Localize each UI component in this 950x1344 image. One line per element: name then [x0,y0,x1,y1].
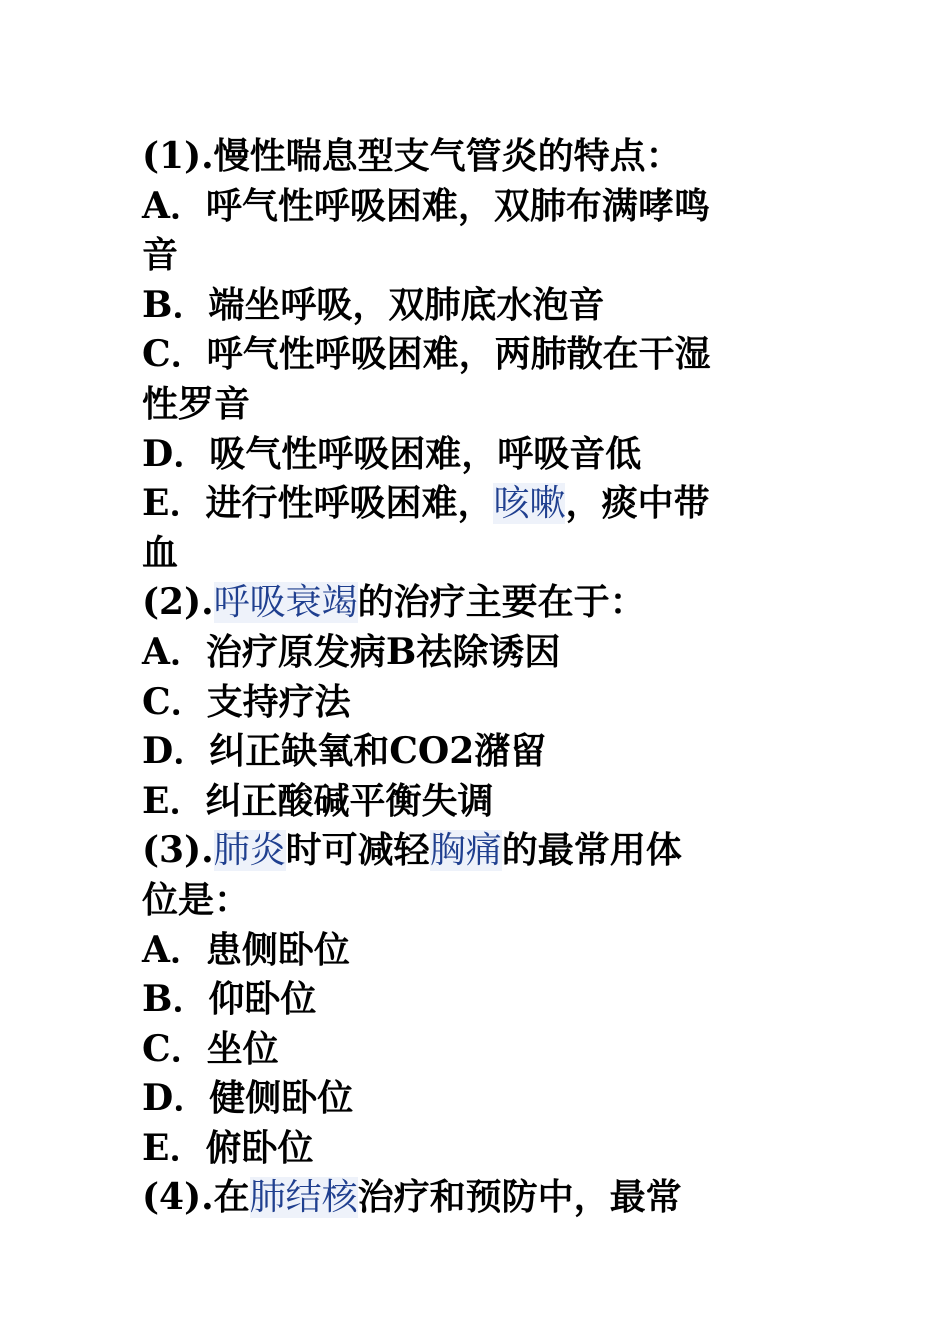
question-2-option-ab [142,628,812,678]
text-segment: 的最常用体 [501,829,682,872]
keyword-link[interactable]: 呼吸衰竭 [213,582,358,624]
text-segment: B．端坐呼吸，双肺底水泡音 [142,283,605,326]
text-segment: ，痰中带 [565,482,710,525]
text-segment: A．治疗原发病B祛除诱因 [142,630,561,673]
text-segment: A．呼气性呼吸困难，双肺布满哮鸣 [142,184,710,227]
text-segment: C．呼气性呼吸困难，两肺散在干湿 [142,333,711,376]
question-3-option-a [142,926,812,976]
text-segment: B．仰卧位 [142,978,317,1021]
keyword-link[interactable]: 肺结核 [249,1177,358,1219]
question-1-option-e [142,479,812,529]
text-segment: 血 [142,531,179,574]
question-1-option-a-cont [142,231,812,281]
question-2-option-c [142,678,812,728]
question-3-title [142,826,812,876]
text-segment: D．健侧卧位 [142,1077,354,1120]
question-1-option-c-cont [142,380,812,430]
question-2-option-e [142,777,812,827]
text-segment: E．进行性呼吸困难， [142,482,494,525]
text-segment: 的治疗主要在于： [357,581,646,624]
text-segment: (2). [142,581,214,624]
text-segment: C．支持疗法 [142,680,351,723]
question-3-option-d [142,1074,812,1124]
text-segment: D．吸气性呼吸困难，呼吸音低 [142,432,642,475]
text-segment: D．纠正缺氧和CO2潴留 [142,730,547,773]
question-3-title-cont [142,876,812,926]
question-3-option-b [142,975,812,1025]
keyword-link[interactable]: 胸痛 [429,830,502,872]
document-page [142,132,812,1223]
text-segment: 性罗音 [142,382,251,425]
text-segment: E．俯卧位 [142,1126,314,1169]
question-1-option-b [142,281,812,331]
keyword-link[interactable]: 咳嗽 [493,483,566,525]
question-2-title [142,578,812,628]
text-segment: E．纠正酸碱平衡失调 [142,779,494,822]
text-segment: 治疗和预防中，最常 [357,1176,682,1219]
text-segment: 音 [142,234,179,277]
text-segment: 时可减轻 [285,829,430,872]
question-4-title [142,1173,812,1223]
text-segment: (4).在 [142,1176,250,1219]
text-segment: 位是： [142,878,251,921]
question-1-option-a [142,182,812,232]
text-segment: (1).慢性喘息型支气管炎的特点： [142,135,682,177]
question-2-option-d [142,727,812,777]
keyword-link[interactable]: 肺炎 [213,830,286,872]
question-3-option-e [142,1124,812,1174]
text-segment: (3). [142,829,214,872]
question-1-title [142,132,812,182]
text-segment: C．坐位 [142,1027,279,1070]
question-1-option-d [142,430,812,480]
question-3-option-c [142,1025,812,1075]
question-1-option-e-cont [142,529,812,579]
text-segment: A．患侧卧位 [142,928,350,971]
question-1-option-c [142,330,812,380]
